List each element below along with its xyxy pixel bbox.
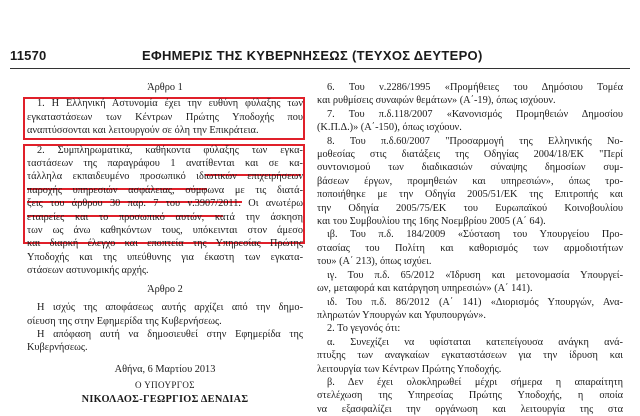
paragraph-line: 8. Του π.δ.60/2007 "Προσαρμογή της Ελληνικής Νο- bbox=[327, 135, 623, 147]
paragraph-line: α. Συνεχίζει να υφίσταται κατεπείγουσα ανάγκη ανά- bbox=[327, 336, 623, 348]
paragraph-line: τάλληλα εκπαιδευμένο προσωπικό ιδιωτικών επιχειρήσεων bbox=[27, 171, 303, 183]
right-column bbox=[317, 81, 623, 416]
paragraph-4 bbox=[27, 328, 303, 355]
paragraph-line: ξεις του άρθρου 30 παρ. 7 του ν.3907/2011. Οι ανωτέρω bbox=[27, 198, 303, 210]
paragraph-line: λειτουργία των Κέντρων Πρώτης Υποδοχής. bbox=[317, 363, 502, 375]
page-header bbox=[10, 48, 630, 68]
paragraph-line: (Κ.Π.Δ.)» (Α΄-150), όπως ισχύουν. bbox=[317, 122, 462, 134]
paragraph-line: σίευση της στην Εφημερίδα της Κυβερνήσεως. bbox=[27, 315, 222, 327]
paragraph-line: Κυβερνήσεως. bbox=[27, 342, 88, 354]
paragraph-line: συντονισμού των διαδικασιών σύναψης δημοσίων συμ- bbox=[317, 162, 623, 174]
paragraph-line: ποποιήθηκε με την Οδηγία 2005/51/ΕΚ της Επιτροπής και bbox=[317, 189, 623, 201]
paragraph-line: μοθεσίας στις διατάξεις της Οδηγίας 2004/18/ΕΚ "Περί bbox=[317, 149, 623, 161]
paragraph-line: αναπτύσσονται και λειτουργούν σε όλη την Επικράτεια. bbox=[27, 125, 259, 137]
paragraph-line: ταστάσεων της παραγράφου 1 ανατίθενται και σε κα- bbox=[27, 158, 303, 170]
paragraph-line: ιδ. Του π.δ. 86/2012 (Α΄ 141) «Διορισμός Υπουργών, Ανα- bbox=[327, 296, 623, 308]
paragraph-line: του» (Α΄ 213), όπως ισχύει. bbox=[317, 256, 432, 268]
paragraph-line: εταιρείες και το προσωπικό αυτών, κατά την άσκηση bbox=[27, 211, 303, 223]
paragraph-2 bbox=[27, 144, 303, 278]
paragraph-line: Υποδοχής και της υπεύθυνης για έκαστη των εγκατα- bbox=[27, 251, 303, 263]
paragraph-line: και διαρκή έλεγχο και εποπτεία της Υπηρεσίας Πρώτης bbox=[27, 238, 303, 250]
header-rule bbox=[10, 68, 630, 69]
paragraph-line: στάσεων αστυνομικής αρχής. bbox=[27, 265, 149, 277]
paragraph-3 bbox=[27, 301, 303, 328]
paragraph-line: βάσεων έργων, προμηθειών και υπηρεσιών», όπως τρο- bbox=[317, 175, 623, 187]
paragraph-line: ιβ. Του π.δ. 184/2009 «Σύσταση του Υπουργείου Προ- bbox=[327, 229, 623, 241]
paragraph-line: Η απόφαση αυτή να δημοσιευθεί στην Εφημερίδα της bbox=[37, 328, 303, 340]
paragraph-line: 2. Συμπληρωματικά, καθήκοντα φύλαξης των εγκα- bbox=[37, 144, 303, 156]
paragraph-line: 2. Το γεγονός ότι: bbox=[327, 323, 401, 335]
article-2-heading: Άρθρο 2 bbox=[147, 283, 183, 295]
paragraph-line: πληρωτών Υπουργών και Υφυπουργών». bbox=[317, 309, 486, 321]
paragraph-line: 6. Του ν.2286/1995 «Προμήθειες του Δημόσιου Τομέα bbox=[327, 82, 623, 93]
paragraph-line: εγκαταστάσεων των Κέντρων Πρώτης Υποδοχής που bbox=[27, 111, 303, 123]
paragraph-line: στασίας του Πολίτη και καθορισμός των αρμοδιοτήτων bbox=[317, 242, 623, 254]
article-1-heading: Άρθρο 1 bbox=[147, 82, 183, 93]
signer-name: ΝΙΚΟΛΑΟΣ-ΓΕΩΡΓΙΟΣ ΔΕΝΔΙΑΣ bbox=[81, 393, 249, 405]
paragraph-line: ιγ. Του π.δ. 65/2012 «Ίδρυση και μετονομασία Υπουργεί- bbox=[327, 269, 623, 281]
paragraph-line: 7. Του π.δ.118/2007 «Κανονισμός Προμηθειών Δημοσίου bbox=[327, 108, 623, 120]
paragraph-line: β. Δεν έχει ολοκληρωθεί μέχρι σήμερα η απαραίτητη bbox=[327, 376, 623, 388]
paragraph-line: 1. Η Ελληνική Αστυνομία έχει την ευθύνη φύλαξης των bbox=[37, 98, 303, 110]
paragraph-line: ων, μεταφορά και κατάργηση υπηρεσιών» (Α΄ 141). bbox=[317, 283, 533, 295]
paragraph-line: πτυξης των αναγκαίων εγκαταστάσεων για την ίδρυση και bbox=[317, 350, 623, 362]
paragraph-line: την Οδηγία 2005/75/ΕΚ του Ευρωπαϊκού Κοινοβουλίου bbox=[317, 202, 623, 214]
paragraph-line: και ρυθμίσεις συναφών θεμάτων» (Α΄-19), όπως ισχύουν. bbox=[317, 95, 556, 107]
paragraph-1 bbox=[27, 97, 303, 137]
paragraph-line: Η ισχύς της αποφάσεως αυτής αρχίζει από την δημο- bbox=[37, 302, 303, 314]
paragraph-line: να εξασφαλίζει την οργάνωση και λειτουργία της στα bbox=[317, 403, 623, 415]
gazette-title: ΕΦΗΜΕΡΙΣ ΤΗΣ ΚΥΒΕΡΝΗΣΕΩΣ (ΤΕΥΧΟΣ ΔΕΥΤΕΡΟ) bbox=[142, 48, 483, 63]
signing-date: Αθήνα, 6 Μαρτίου 2013 bbox=[114, 363, 216, 375]
page-number: 11570 bbox=[10, 48, 47, 63]
paragraph-line: στελέχωση της Υπηρεσίας Πρώτης Υποδοχής, η οποία bbox=[317, 390, 623, 402]
signer-role: Ο ΥΠΟΥΡΓΟΣ bbox=[135, 380, 195, 391]
paragraph-line: και του Συμβουλίου της 16ης Νοεμβρίου 2005 (Α΄ 64). bbox=[317, 216, 546, 228]
paragraph-line: των ως άνω καθηκόντων τους, υπόκεινται στον άμεσο bbox=[27, 225, 303, 237]
paragraph-line: παροχής υπηρεσιών ασφάλειας, σύμφωνα με τις διατά- bbox=[27, 184, 303, 196]
left-column bbox=[27, 81, 303, 406]
